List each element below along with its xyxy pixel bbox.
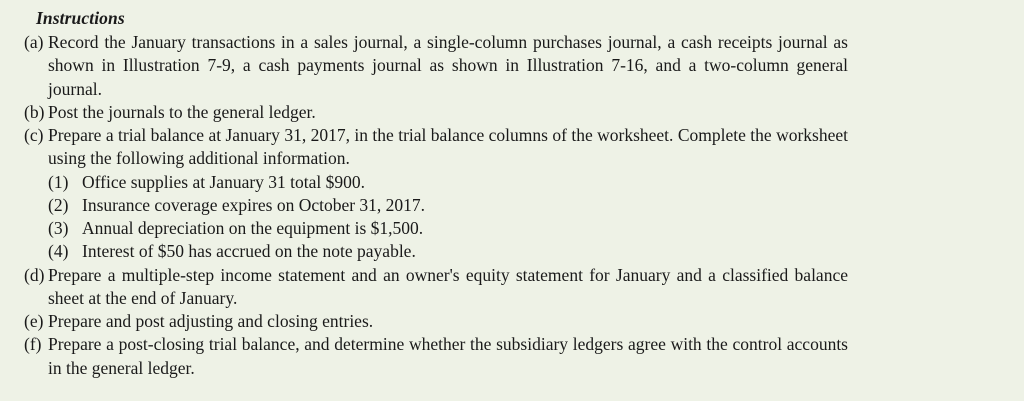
sub-list-item-marker: (4) <box>48 241 69 262</box>
list-item-text: Prepare a multiple-step income statement and an owner's equity statement for January and a classified balance sheet at the end of January. <box>48 264 848 308</box>
list-item-text: Post the journals to the general ledger. <box>48 101 316 122</box>
list-item-marker: (c) <box>24 125 44 146</box>
list-item-marker: (b) <box>24 101 45 122</box>
list-item-marker: (f) <box>24 334 42 355</box>
list-item <box>18 124 848 171</box>
sub-list-item <box>48 194 848 217</box>
sub-list-item-marker: (2) <box>48 194 69 215</box>
sub-list-item <box>48 171 848 194</box>
page-title: Instructions <box>36 8 125 28</box>
list-item-text: Prepare a trial balance at January 31, 2017, in the trial balance columns of the worksheet. Complete the worksheet using the following additional information. <box>48 125 848 169</box>
list-item-text: Prepare and post adjusting and closing entries. <box>48 311 374 332</box>
sub-list-item-text: Interest of $50 has accrued on the note payable. <box>82 241 416 262</box>
list-item <box>18 264 848 311</box>
sub-list-item-marker: (1) <box>48 171 69 192</box>
list-item <box>18 31 848 101</box>
list-item-text: Prepare a post-closing trial balance, and determine whether the subsidiary ledgers agree with the control accounts in the general ledger. <box>48 334 848 378</box>
list-item <box>18 310 848 333</box>
sub-list-item-text: Insurance coverage expires on October 31, 2017. <box>82 194 426 215</box>
list-item <box>18 333 848 380</box>
list-item-marker: (d) <box>24 264 45 285</box>
list-item <box>18 101 848 124</box>
sub-list-item-text: Annual depreciation on the equipment is $1,500. <box>82 218 424 239</box>
instruction-list <box>18 31 848 380</box>
sub-list-item <box>48 217 848 240</box>
sub-list <box>48 171 848 264</box>
sub-list-item <box>48 240 848 263</box>
list-item-text: Record the January transactions in a sales journal, a single-column purchases journal, a cash receipts journal as shown in Illustration 7-9, a cash payments journal as shown in Illustration 7-16, and a two-column general journal. <box>48 32 848 99</box>
sub-list-item-marker: (3) <box>48 218 69 239</box>
sub-list-item-text: Office supplies at January 31 total $900. <box>82 171 366 192</box>
list-item-marker: (e) <box>24 311 44 332</box>
list-item-marker: (a) <box>24 32 44 52</box>
